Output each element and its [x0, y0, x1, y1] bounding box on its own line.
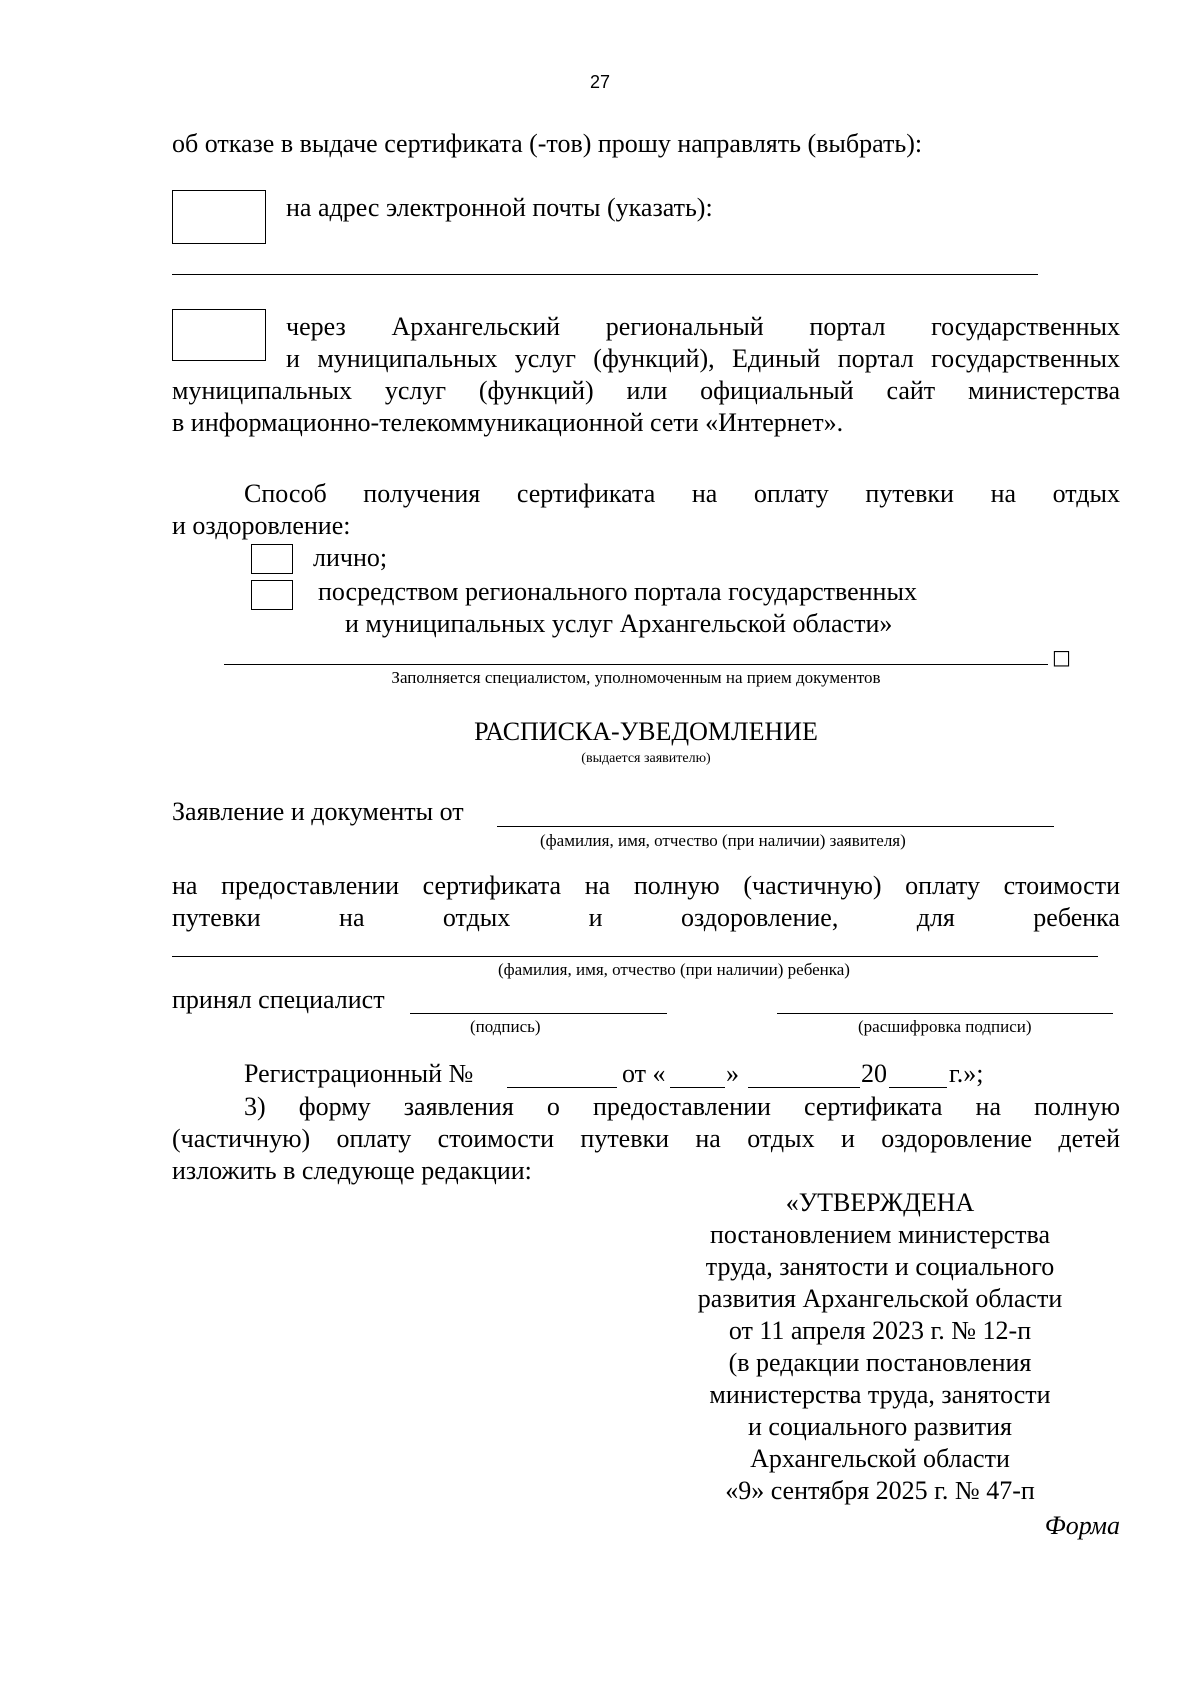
- separator-line: [224, 664, 1048, 665]
- portal-option-line4: в информационно-телекоммуникационной сети «Интернет».: [172, 408, 844, 437]
- child-name-line[interactable]: [172, 956, 1098, 957]
- email-option-label: на адрес электронной почты (указать):: [286, 193, 713, 222]
- receipt-subtitle: (выдается заявителю): [581, 751, 711, 766]
- reg-month-line[interactable]: [748, 1087, 860, 1088]
- approval-line: труда, занятости и социального: [705, 1252, 1055, 1281]
- signature-hint: (подпись): [470, 1017, 541, 1036]
- reg-number-label: Регистрационный №: [244, 1059, 474, 1088]
- form-label: Форма: [1044, 1511, 1120, 1540]
- method-line1: Способ получения сертификата на оплату путевки на отдых: [244, 479, 1120, 508]
- specialist-note: Заполняется специалистом, уполномоченным на прием документов: [391, 668, 881, 687]
- approval-line: «УТВЕРЖДЕНА: [785, 1188, 975, 1217]
- item3-line2: (частичную) оплату стоимости путевки на отдых и оздоровление детей: [172, 1124, 1120, 1153]
- accepted-label: принял специалист: [172, 985, 385, 1014]
- approval-line: и социального развития: [747, 1412, 1013, 1441]
- purpose-word: для: [916, 903, 955, 932]
- portal-option-line2: и муниципальных услуг (функций), Единый портал государственных: [286, 344, 1120, 373]
- docs-from-label: Заявление и документы от: [172, 797, 464, 826]
- purpose-line2: [172, 902, 1120, 934]
- child-name-hint: (фамилия, имя, отчество (при наличии) ребенка): [498, 960, 850, 979]
- reg-day-line[interactable]: [670, 1087, 725, 1088]
- approval-line: развития Архангельской области: [697, 1284, 1063, 1313]
- purpose-word: путевки: [172, 903, 261, 932]
- applicant-name-hint: (фамилия, имя, отчество (при наличии) заявителя): [540, 831, 906, 850]
- reg-end: г.»;: [949, 1059, 984, 1088]
- personal-option-checkbox[interactable]: [251, 544, 293, 574]
- purpose-line1: на предоставлении сертификата на полную (частичную) оплату стоимости: [172, 871, 1120, 900]
- applicant-name-line[interactable]: [497, 826, 1054, 827]
- purpose-word: оздоровление,: [680, 903, 839, 932]
- item3-line3: изложить в следующе редакции:: [172, 1156, 532, 1185]
- purpose-word: и: [588, 903, 603, 932]
- signature-decode-line[interactable]: [777, 1013, 1113, 1014]
- receipt-title: РАСПИСКА-УВЕДОМЛЕНИЕ: [474, 717, 818, 746]
- intro-line: об отказе в выдаче сертификата (-тов) прошу направлять (выбрать):: [172, 129, 923, 158]
- reg-from-label: от «: [622, 1059, 666, 1088]
- reg-number-line[interactable]: [507, 1087, 617, 1088]
- portal-option-line1: через Архангельский региональный портал государственных: [286, 312, 1120, 341]
- signature-decode-hint: (расшифровка подписи): [858, 1017, 1032, 1036]
- email-option-checkbox[interactable]: [172, 190, 266, 244]
- reg-close-quote: »: [726, 1059, 739, 1088]
- reg-year-prefix: 20: [861, 1059, 887, 1088]
- approval-line: «9» сентября 2025 г. № 47-п: [725, 1476, 1035, 1505]
- email-input-line[interactable]: [172, 274, 1038, 275]
- portal-option-line3: муниципальных услуг (функций) или официальный сайт министерства: [172, 376, 1120, 405]
- personal-option-label: лично;: [313, 543, 388, 572]
- approval-line: постановлением министерства: [709, 1220, 1051, 1249]
- approval-line: Архангельской области: [750, 1444, 1010, 1473]
- regional-portal-option-line1: посредством регионального портала государственных: [318, 577, 917, 606]
- approval-line: министерства труда, занятости: [709, 1380, 1051, 1409]
- reg-year-line[interactable]: [889, 1087, 947, 1088]
- approval-line: от 11 апреля 2023 г. № 12-п: [728, 1316, 1032, 1345]
- regional-portal-option-checkbox[interactable]: [251, 580, 293, 610]
- item3-line1: 3) форму заявления о предоставлении сертификата на полную: [244, 1092, 1120, 1121]
- portal-option-checkbox[interactable]: [172, 309, 266, 361]
- page-number: 27: [589, 72, 611, 92]
- signature-line[interactable]: [410, 1013, 667, 1014]
- purpose-word: ребенка: [1033, 903, 1120, 932]
- method-line2: и оздоровление:: [172, 511, 351, 540]
- approval-line: (в редакции постановления: [728, 1348, 1032, 1377]
- approval-block: [660, 1187, 1100, 1507]
- regional-portal-option-line2: и муниципальных услуг Архангельской области»: [345, 609, 893, 638]
- purpose-word: на: [339, 903, 365, 932]
- purpose-word: отдых: [442, 903, 511, 932]
- end-mark: □: [1052, 645, 1071, 669]
